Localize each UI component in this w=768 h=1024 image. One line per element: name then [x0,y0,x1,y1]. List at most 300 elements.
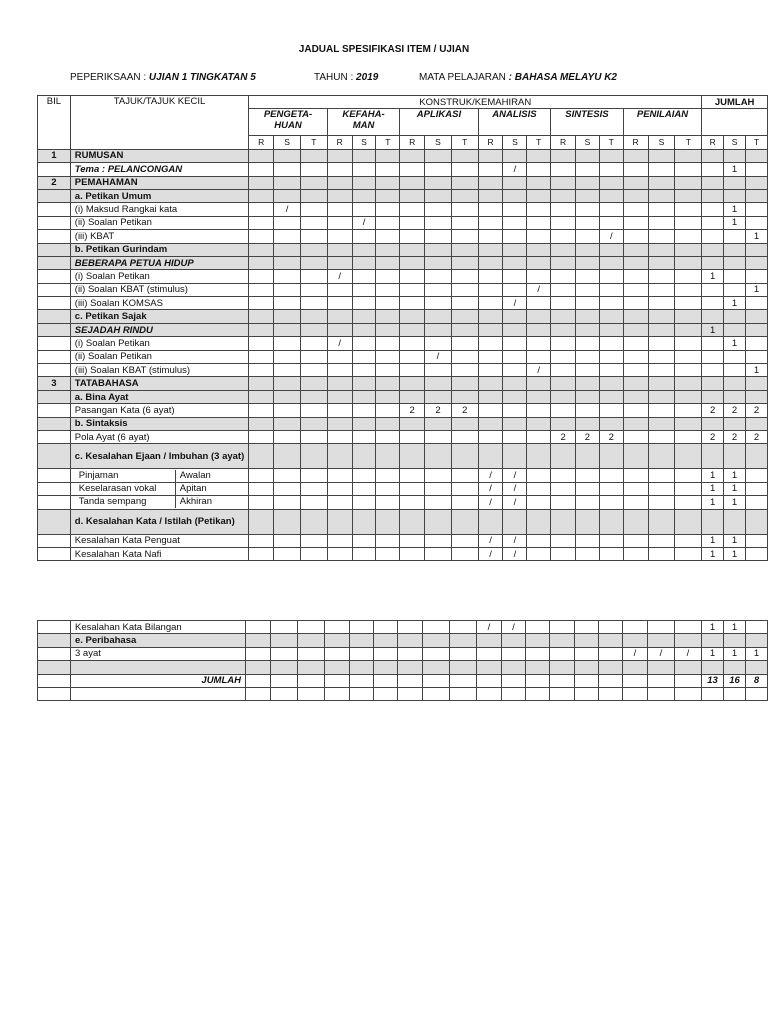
value-cell: 1 [702,482,724,495]
value-cell: / [478,547,503,560]
document-title: JADUAL SPESIFIKASI ITEM / UJIAN [298,44,470,55]
value-cell [400,189,425,202]
value-cell: / [503,482,527,495]
value-cell [724,444,746,469]
row-label: c. Petikan Sajak [70,310,248,323]
value-cell: 1 [702,534,724,547]
value-cell [398,687,423,700]
header-row [38,96,768,109]
row-bil [38,270,71,283]
value-cell [745,203,767,216]
value-cell [451,547,478,560]
row-bil [38,661,71,674]
value-cell [477,647,502,660]
value-cell [551,256,576,269]
value-cell [352,230,376,243]
value-cell [702,243,724,256]
mata-pelajaran-value: : BAHASA MELAYU K2 [508,72,617,83]
value-cell [623,364,648,377]
value-cell [527,203,551,216]
value-cell [527,404,551,417]
value-cell [702,444,724,469]
value-cell: 1 [724,337,746,350]
value-cell [325,634,350,647]
totals-row [38,674,768,687]
value-cell [648,417,675,430]
value-cell [400,163,425,176]
value-cell [300,337,327,350]
value-cell [423,661,450,674]
value-cell: 1 [724,469,746,482]
value-cell [274,216,301,229]
value-cell [400,176,425,189]
value-cell [648,444,675,469]
value-cell: 1 [724,482,746,495]
value-cell [249,404,274,417]
value-cell [724,661,746,674]
value-cell [425,149,452,162]
value-cell: / [527,364,551,377]
value-cell [451,243,478,256]
value-cell [400,256,425,269]
row-label: Kesalahan Kata Bilangan [71,621,246,634]
row-label: e. Peribahasa [71,634,246,647]
value-cell [702,189,724,202]
value-cell [503,176,527,189]
value-cell: / [503,496,527,509]
value-cell [478,337,503,350]
value-cell [425,216,452,229]
value-cell [325,621,350,634]
value-cell [327,469,352,482]
value-cell [376,243,400,256]
value-cell [675,323,702,336]
rst-label: S [648,136,675,149]
table-row [38,364,768,377]
row-label: Kesalahan Kata Nafi [70,547,248,560]
value-cell [576,323,600,336]
value-cell [576,534,600,547]
value-cell [675,256,702,269]
value-cell [400,547,425,560]
value-cell [249,509,274,534]
value-cell [425,310,452,323]
value-cell [503,310,527,323]
value-cell: 2 [702,430,724,443]
row-label-left: Keselarasan vokal [75,483,176,495]
value-cell [675,270,702,283]
value-cell [352,163,376,176]
header-tajuk: TAJUK/TAJUK KECIL [70,96,248,150]
value-cell [623,310,648,323]
value-cell [274,337,301,350]
value-cell [745,270,767,283]
value-cell [623,337,648,350]
value-cell [599,417,623,430]
row-label: (i) Soalan Petikan [70,270,248,283]
value-cell [425,417,452,430]
value-cell [551,547,576,560]
value-cell [350,661,374,674]
row-label: (i) Maksud Rangkai kata [70,203,248,216]
table-row [38,496,768,509]
value-cell [451,189,478,202]
value-cell [477,634,502,647]
value-cell [599,310,623,323]
value-cell [352,256,376,269]
value-cell [478,243,503,256]
value-cell: 2 [425,404,452,417]
value-cell [675,674,702,687]
value-cell: / [599,230,623,243]
value-cell [551,230,576,243]
value-cell [376,189,400,202]
value-cell [503,390,527,403]
row-label: d. Kesalahan Kata / Istilah (Petikan) [70,509,248,534]
header-jumlah: JUMLAH [702,96,768,109]
value-cell [551,337,576,350]
value-cell [648,149,675,162]
value-cell [249,350,274,363]
value-cell: / [675,647,702,660]
value-cell [327,149,352,162]
value-cell [300,364,327,377]
value-cell: / [478,534,503,547]
rst-label: R [623,136,648,149]
value-cell [350,647,374,660]
value-cell [451,364,478,377]
value-cell: 2 [724,430,746,443]
row-bil [38,350,71,363]
value-cell [478,404,503,417]
value-cell [702,310,724,323]
value-cell [576,270,600,283]
value-cell [575,661,599,674]
table-row [38,283,768,296]
value-cell [648,404,675,417]
value-cell [623,547,648,560]
value-cell [327,176,352,189]
value-cell [478,216,503,229]
value-cell [527,230,551,243]
value-cell [300,163,327,176]
row-bil [38,230,71,243]
value-cell [746,687,768,700]
value-cell [249,256,274,269]
value-cell [425,430,452,443]
value-cell [527,149,551,162]
value-cell [503,203,527,216]
value-cell [623,283,648,296]
value-cell [648,350,675,363]
value-cell [425,176,452,189]
value-cell [327,417,352,430]
row-label: b. Petikan Gurindam [70,243,248,256]
value-cell [675,661,702,674]
value-cell [352,176,376,189]
value-cell [451,203,478,216]
value-cell: 1 [702,621,724,634]
row-label: (ii) Soalan Petikan [70,216,248,229]
tahun-label: TAHUN : [314,72,354,83]
value-cell: 2 [400,404,425,417]
value-cell [702,509,724,534]
value-cell [376,203,400,216]
value-cell [425,547,452,560]
value-cell [352,310,376,323]
rst-label: S [724,136,746,149]
value-cell [724,256,746,269]
value-cell [376,496,400,509]
value-cell [550,661,575,674]
value-cell [724,377,746,390]
value-cell [599,270,623,283]
row-bil: 2 [38,176,71,189]
value-cell [527,189,551,202]
value-cell [675,430,702,443]
value-cell [274,149,301,162]
value-cell [451,337,478,350]
value-cell [527,377,551,390]
value-cell [527,323,551,336]
value-cell: 1 [702,469,724,482]
value-cell [675,634,702,647]
row-label [70,469,248,482]
value-cell [274,469,301,482]
rst-label: R [478,136,503,149]
value-cell [400,469,425,482]
value-cell: 1 [745,364,767,377]
row-label: PEMAHAMAN [70,176,248,189]
value-cell [503,283,527,296]
table-row [38,661,768,674]
value-cell [745,310,767,323]
value-cell [702,377,724,390]
value-cell [599,350,623,363]
value-cell [425,243,452,256]
value-cell [376,216,400,229]
value-cell [702,163,724,176]
value-cell [599,482,623,495]
row-bil [38,469,71,482]
value-cell [376,482,400,495]
rst-label: T [376,136,400,149]
value-cell [745,149,767,162]
value-cell [551,149,576,162]
value-cell [274,390,301,403]
value-cell: 1 [702,496,724,509]
value-cell [724,350,746,363]
row-label-right: Apitan [179,482,207,494]
value-cell [274,297,301,310]
value-cell [398,647,423,660]
value-cell [599,496,623,509]
value-cell [599,661,623,674]
value-cell [425,534,452,547]
value-cell [675,469,702,482]
value-cell: 1 [746,647,768,660]
value-cell [745,243,767,256]
row-bil [38,404,71,417]
value-cell [576,547,600,560]
value-cell [576,444,600,469]
value-cell: / [425,350,452,363]
value-cell [423,647,450,660]
row-label [71,661,246,674]
value-cell [623,509,648,534]
row-bil [38,243,71,256]
value-cell [599,216,623,229]
value-cell: 1 [724,297,746,310]
value-cell [325,674,350,687]
value-cell [300,323,327,336]
value-cell [300,176,327,189]
value-cell [376,430,400,443]
value-cell [400,534,425,547]
rst-label: T [745,136,767,149]
value-cell [648,509,675,534]
value-cell [400,350,425,363]
value-cell [648,163,675,176]
rst-label: T [451,136,478,149]
value-cell [376,283,400,296]
value-cell [451,482,478,495]
value-cell [746,661,768,674]
value-cell [249,163,274,176]
value-cell [503,216,527,229]
value-cell [425,496,452,509]
value-cell [527,350,551,363]
value-cell [376,323,400,336]
value-cell [478,163,503,176]
value-cell [675,203,702,216]
value-cell [249,230,274,243]
value-cell [503,350,527,363]
value-cell [551,163,576,176]
value-cell [623,377,648,390]
value-cell [648,687,675,700]
value-cell [352,496,376,509]
row-bil [38,283,71,296]
value-cell [648,297,675,310]
value-cell: / [274,203,301,216]
value-cell [274,350,301,363]
value-cell [746,634,768,647]
section-header: SINTESIS [551,109,624,136]
value-cell [249,189,274,202]
value-cell [576,310,600,323]
value-cell [648,283,675,296]
value-cell: / [478,482,503,495]
value-cell: / [503,547,527,560]
value-cell [327,390,352,403]
value-cell [350,687,374,700]
value-cell [675,417,702,430]
value-cell [376,547,400,560]
row-label: SEJADAH RINDU [70,323,248,336]
value-cell [300,404,327,417]
table-row [38,310,768,323]
value-cell [451,377,478,390]
row-bil [38,647,71,660]
value-cell [478,350,503,363]
value-cell [623,496,648,509]
value-cell [503,149,527,162]
value-cell: / [478,469,503,482]
value-cell [623,634,648,647]
value-cell [503,189,527,202]
value-cell [249,149,274,162]
value-cell [274,163,301,176]
value-cell [400,377,425,390]
value-cell [675,496,702,509]
value-cell [648,310,675,323]
value-cell [675,444,702,469]
value-cell [352,243,376,256]
value-cell [551,482,576,495]
value-cell [274,310,301,323]
peperiksaan-value: UJIAN 1 TINGKATAN 5 [148,72,256,83]
value-cell [623,482,648,495]
table-row [38,256,768,269]
row-bil [38,189,71,202]
value-cell [503,417,527,430]
value-cell [745,469,767,482]
value-cell [327,364,352,377]
value-cell [374,661,398,674]
value-cell [648,430,675,443]
value-cell [551,364,576,377]
value-cell [298,687,325,700]
table-row [38,176,768,189]
value-cell [249,377,274,390]
value-cell [551,404,576,417]
value-cell [300,390,327,403]
specification-table-continued [37,620,768,701]
value-cell [350,621,374,634]
value-cell [675,482,702,495]
value-cell [527,390,551,403]
value-cell [648,634,675,647]
value-cell [425,270,452,283]
value-cell [352,337,376,350]
value-cell [327,203,352,216]
value-cell [724,417,746,430]
value-cell [702,661,724,674]
value-cell [623,430,648,443]
value-cell [376,270,400,283]
value-cell [648,534,675,547]
value-cell [526,661,550,674]
value-cell [623,323,648,336]
value-cell [249,243,274,256]
value-cell [246,687,271,700]
value-cell [374,687,398,700]
value-cell [376,469,400,482]
value-cell [376,163,400,176]
value-cell [450,634,477,647]
value-cell [623,230,648,243]
row-label: (iii) Soalan KBAT (stimulus) [70,364,248,377]
value-cell [451,163,478,176]
value-cell [376,230,400,243]
value-cell [451,444,478,469]
value-cell [599,243,623,256]
value-cell [745,390,767,403]
value-cell [675,163,702,176]
value-cell [327,163,352,176]
value-cell [450,674,477,687]
